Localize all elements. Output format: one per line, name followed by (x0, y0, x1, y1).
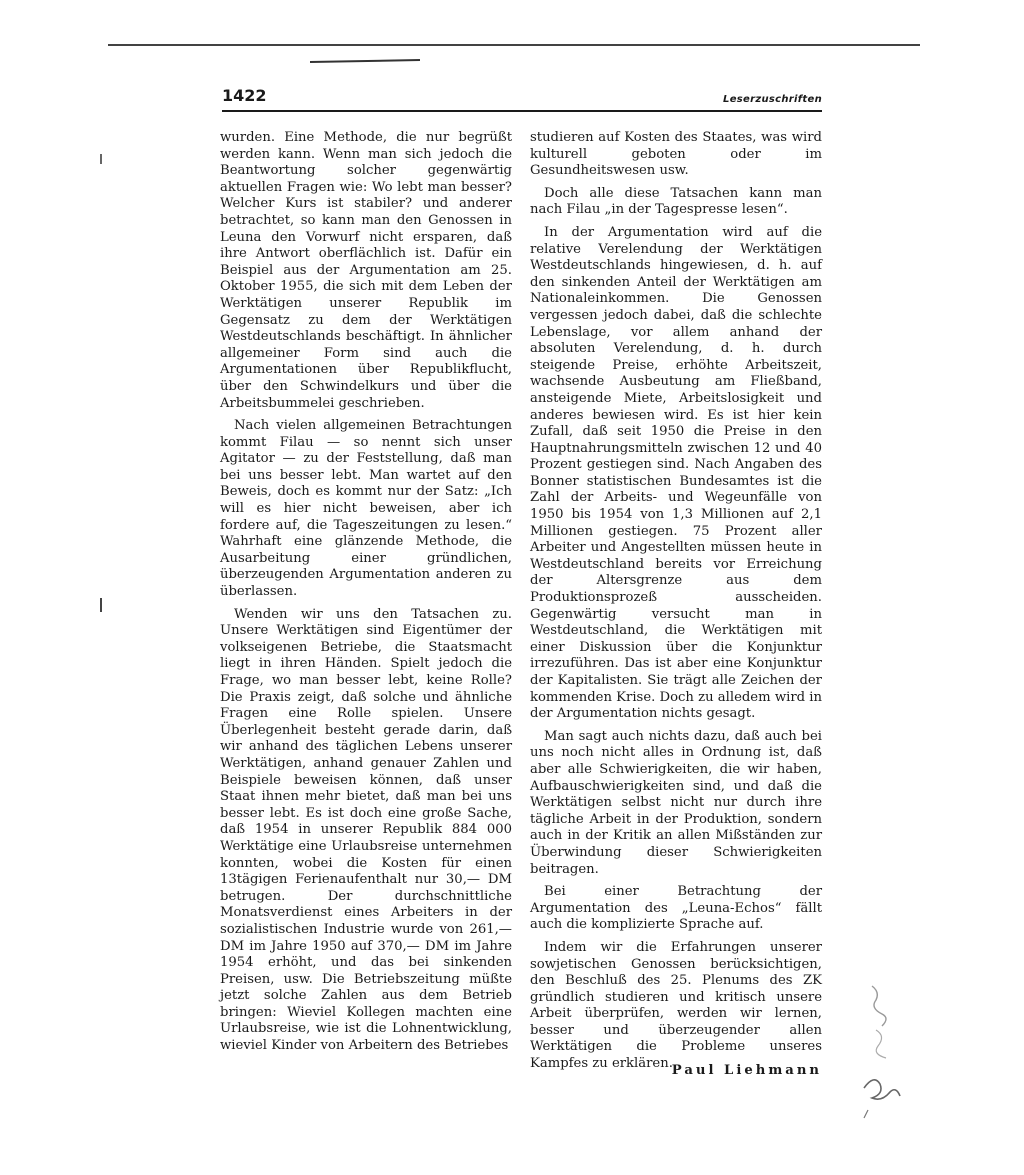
header-rule (222, 110, 822, 112)
margin-mark (100, 154, 102, 164)
pencil-scribble-icon (862, 978, 902, 1128)
paragraph: Doch alle diese Tatsachen kann man nach Filau „in der Tagespresse lesen“. (530, 185, 822, 218)
running-head: Leserzuschriften (723, 94, 822, 105)
paragraph: Man sagt auch nichts dazu, daß auch bei uns noch nicht alles in Ordnung ist, daß aber alle Schwierigkeiten, die wir haben, Aufbauschwierigkeiten sind, und daß die Werktätigen selbst nicht nur durch ihre tägliche Arbeit in der Produktion, sondern auch in der Kritik an allen Mißständen zur Überwindung dieser Schwierigkeiten beitragen. (530, 728, 822, 877)
paragraph: Nach vielen allgemeinen Betrachtungen kommt Filau — so nennt sich unser Agitator — zu der Feststellung, daß man bei uns besser lebt. Man wartet auf den Beweis, doch es kommt nur der Satz: „Ich will es hier nicht beweisen, aber ich fordere auf, die Tageszeitungen zu lesen.“ Wahrhaft eine glänzende Methode, die Ausarbeitung einer gründlichen, überzeugenden Argumentation anderen zu überlassen. (220, 418, 512, 600)
paragraph: In der Argumentation wird auf die relative Verelendung der Werktätigen Westdeutschlands hingewiesen, d. h. auf den sinkenden Anteil der Werktätigen am Nationaleinkommen. Die Genossen vergessen jedoch dabei, daß die schlechte Lebenslage, vor allem anhand der absoluten Verelendung, d. h. durch steigende Preise, erhöhte Arbeitszeit, wachsende Ausbeutung am Fließband, ansteigende Miete, Arbeitslosigkeit und anderes bewiesen wird. Es ist hier kein Zufall, daß seit 1950 die Preise in den Hauptnahrungsmitteln zwischen 12 und 40 Prozent gestiegen sind. Nach Angaben des Bonner statistischen Bundesamtes ist die Zahl der Arbeits- und Wegeunfälle von 1950 bis 1954 von 1,3 Millionen auf 2,1 Millionen gestiegen. 75 Prozent aller Arbeiter und Angestellten müssen heute in Westdeutschland bereits vor Erreichung der Altersgrenze aus dem Produktionsprozeß ausscheiden. Gegenwärtig versucht man in Westdeutschland, die Werktätigen mit einer Diskussion über die Konjunktur irrezuführen. Das ist aber eine Konjunktur der Kapitalisten. Sie trägt alle Zeichen der kommenden Krise. Doch zu alledem wird in der Argumentation nichts gesagt. (530, 224, 822, 722)
page-header (222, 86, 822, 112)
scan-edge-line (108, 44, 920, 46)
scan-edge-mark (310, 59, 420, 63)
paragraph: Bei einer Betrachtung der Argumentation des „Leuna-Echos“ fällt auch die komplizierte Sprache auf. (530, 884, 822, 933)
right-column (530, 130, 822, 1079)
pencil-annotation (862, 978, 902, 1128)
paragraph: Indem wir die Erfahrungen unserer sowjetischen Genossen berücksichtigen, den Beschluß des 25. Plenums des ZK gründlich studieren und kritisch unsere Arbeit überprüfen, werden wir lernen, besser und überzeugender allen Werktätigen die Probleme unseres Kampfes zu erklären. (530, 939, 822, 1072)
paragraph: Wenden wir uns den Tatsachen zu. Unsere Werktätigen sind Eigentümer der volkseigenen Betriebe, die Staatsmacht liegt in ihren Händen. Spielt jedoch die Frage, wo man besser lebt, keine Rolle? Die Praxis zeigt, daß solche und ähnliche Fragen eine Rolle spielen. Unsere Überlegenheit besteht gerade darin, daß wir anhand des täglichen Lebens unserer Werktätigen, anhand genauer Zahlen und Beispiele beweisen können, daß unser Staat ihnen mehr bietet, daß man bei uns besser lebt. Es ist doch eine große Sache, daß 1954 in unserer Republik 884 000 Werktätige eine Urlaubsreise unternehmen konnten, wobei die Kosten für einen 13tägigen Ferienaufenthalt nur 30,— DM betrugen. Der durchschnittliche Monatsverdienst eines Arbeiters in der sozialistischen Industrie wurde von 261,— DM im Jahre 1950 auf 370,— DM im Jahre 1954 erhöht, und das bei sinkenden Preisen, usw. Die Betriebszeitung müßte jetzt solche Zahlen aus dem Betrieb bringen: Wieviel Kollegen machten eine Urlaubsreise, wie ist die Lohnentwicklung, wieviel Kinder von Arbeitern des Betriebes (220, 606, 512, 1054)
author-signature: Paul Liehmann (671, 1062, 822, 1078)
left-column (220, 130, 512, 1061)
paragraph: wurden. Eine Methode, die nur begrüßt werden kann. Wenn man sich jedoch die Beantwortung solcher gegenwärtig aktuellen Fragen wie: Wo lebt man besser? Welcher Kurs ist stabiler? und anderer betrachtet, so kann man den Genossen in Leuna den Vorwurf nicht ersparen, daß ihre Antwort oberflächlich ist. Dafür ein Beispiel aus der Argumentation am 25. Oktober 1955, die sich mit dem Leben der Werktätigen unserer Republik im Gegensatz zu dem der Werktätigen Westdeutschlands beschäftigt. In ähnlicher allgemeiner Form sind auch die Argumentationen über Republikflucht, über den Schwindelkurs und über die Arbeitsbummelei geschrieben. (220, 130, 512, 411)
paragraph: studieren auf Kosten des Staates, was wird kulturell geboten oder im Gesundheitswesen usw. (530, 130, 822, 179)
page-number: 1422 (222, 86, 267, 105)
margin-mark (100, 598, 102, 612)
